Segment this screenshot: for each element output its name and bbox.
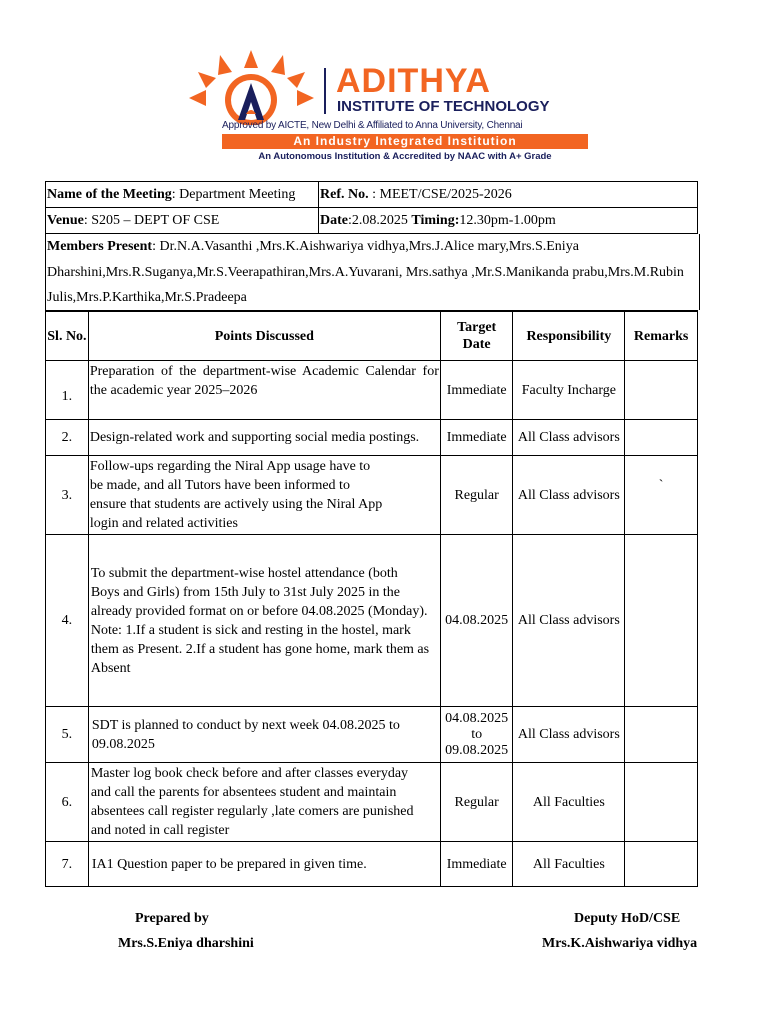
logo-divider (324, 68, 326, 114)
table-row (46, 763, 698, 842)
row-responsibility: All Class advisors (513, 456, 625, 535)
venue-cell: Venue: S205 – DEPT OF CSE (46, 208, 319, 234)
row-target: Immediate (440, 420, 513, 456)
table-row (46, 707, 698, 763)
row-target: Regular (440, 763, 513, 842)
row-point: SDT is planned to conduct by next week 04.08.2025 to 09.08.2025 (88, 707, 440, 763)
row-remarks (625, 763, 698, 842)
row-sl: 3. (46, 456, 89, 535)
row-remarks (625, 842, 698, 887)
header-points: Points Discussed (88, 311, 440, 361)
row-sl: 4. (46, 535, 89, 707)
row-responsibility: All Faculties (513, 763, 625, 842)
row-point: Preparation of the department-wise Academic Calendar for the academic year 2025–2026 (88, 361, 440, 420)
row-point: Follow-ups regarding the Niral App usage have to be made, and all Tutors have been informed to ensure that students are actively using the Niral App login and related activities (88, 456, 440, 535)
meeting-info-table (45, 181, 698, 234)
table-header-row (46, 311, 698, 361)
brand-name: ADITHYA (336, 62, 491, 100)
header-responsibility: Responsibility (513, 311, 625, 361)
deputy-hod-name: Mrs.K.Aishwariya vidhya (542, 936, 698, 951)
institute-name: INSTITUTE OF TECHNOLOGY (337, 98, 550, 115)
prepared-by-name: Mrs.S.Eniya dharshini (118, 936, 254, 951)
row-remarks (625, 361, 698, 420)
meeting-name-cell: Name of the Meeting: Department Meeting (46, 182, 319, 208)
ref-no-cell: Ref. No. : MEET/CSE/2025-2026 (319, 182, 698, 208)
row-target: 04.08.2025 to 09.08.2025 (440, 707, 513, 763)
members-present: Members Present: Dr.N.A.Vasanthi ,Mrs.K.Aishwariya vidhya,Mrs.J.Alice mary,Mrs.S.Eniya Dharshini,Mrs.R.Suganya,Mr.S.Veerapathiran,Mrs.A.Yuvarani, Mrs.sathya ,Mr.S.Manikanda prabu,Mrs.M.Rubin Julis,Mrs.P.Karthika,Mr.S.Pradeepa (45, 234, 700, 310)
row-target: 04.08.2025 (440, 535, 513, 707)
row-sl: 1. (46, 361, 89, 420)
row-sl: 5. (46, 707, 89, 763)
accreditation-line: An Autonomous Institution & Accredited by NAAC with A+ Grade (258, 151, 552, 162)
row-remarks (625, 420, 698, 456)
row-remarks (625, 535, 698, 707)
institute-logo (184, 50, 594, 168)
deputy-hod-title: Deputy HoD/CSE (574, 911, 681, 926)
table-row (46, 420, 698, 456)
minutes-table (45, 310, 698, 887)
prepared-by-title: Prepared by (135, 911, 209, 926)
row-responsibility: All Class advisors (513, 707, 625, 763)
row-target: Regular (440, 456, 513, 535)
row-sl: 2. (46, 420, 89, 456)
row-responsibility: All Class advisors (513, 420, 625, 456)
row-sl: 7. (46, 842, 89, 887)
row-responsibility: All Faculties (513, 842, 625, 887)
header-sl-no: Sl. No. (46, 311, 89, 361)
row-point: Design-related work and supporting social media postings. (88, 420, 440, 456)
row-point: IA1 Question paper to be prepared in given time. (88, 842, 440, 887)
row-sl: 6. (46, 763, 89, 842)
row-target: Immediate (440, 842, 513, 887)
row-target: Immediate (440, 361, 513, 420)
row-responsibility: All Class advisors (513, 535, 625, 707)
date-timing-cell: Date:2.08.2025 Timing:12.30pm-1.00pm (319, 208, 698, 234)
approval-line: Approved by AICTE, New Delhi & Affiliated to Anna University, Chennai (222, 120, 523, 131)
row-point: To submit the department-wise hostel attendance (both Boys and Girls) from 15th July to 31st July 2025 in the already provided format on or before 04.08.2025 (Monday). Note: 1.If a student is sick and resting in the hostel, mark them as Present. 2.If a student has gone home, mark them as Absent (88, 535, 440, 707)
header-target-date: Target Date (440, 311, 513, 361)
table-row (46, 361, 698, 420)
header-remarks: Remarks (625, 311, 698, 361)
sun-emblem-icon (184, 50, 319, 125)
table-row (46, 535, 698, 707)
row-remarks: ` (625, 456, 698, 535)
row-responsibility: Faculty Incharge (513, 361, 625, 420)
row-point: Master log book check before and after classes everyday and call the parents for absentees student and maintain absentees call register regularly ,late comers are punished and noted in call register (88, 763, 440, 842)
table-row (46, 842, 698, 887)
tagline-banner: An Industry Integrated Institution (222, 134, 588, 149)
table-row (46, 456, 698, 535)
row-remarks (625, 707, 698, 763)
